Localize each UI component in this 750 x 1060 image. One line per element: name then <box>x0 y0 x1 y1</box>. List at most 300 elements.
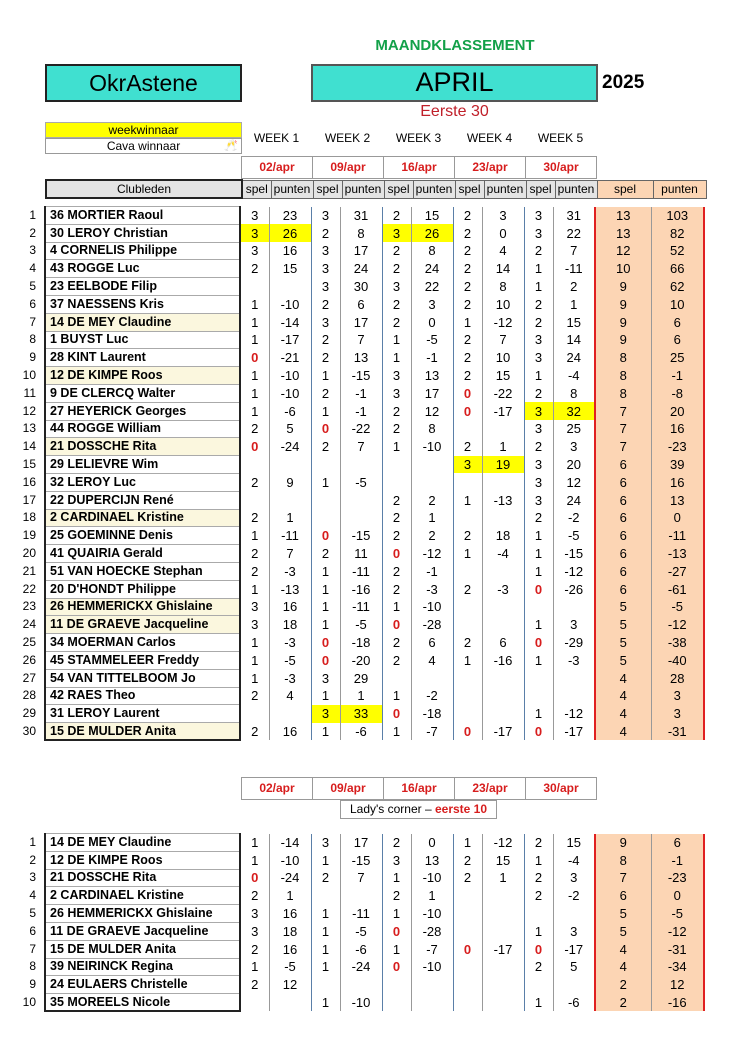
player-name: 12 DE KIMPE Roos <box>45 851 240 869</box>
week-spel: 2 <box>240 545 269 563</box>
week-spel: 1 <box>240 331 269 349</box>
week-punten <box>269 278 311 296</box>
total-spel: 8 <box>595 384 651 402</box>
week-labels <box>241 130 596 148</box>
header-punten: punten <box>271 180 313 198</box>
week-spel: 3 <box>311 278 340 296</box>
lady-corner-highlight: eerste 10 <box>434 802 488 816</box>
total-spel: 13 <box>595 207 651 225</box>
week-spel: 3 <box>524 473 553 491</box>
week-punten: 1 <box>269 887 311 905</box>
week-punten: -5 <box>340 473 382 491</box>
week-spel: 0 <box>453 402 482 420</box>
week-spel: 1 <box>524 260 553 278</box>
week-spel: 0 <box>382 616 411 634</box>
week-punten: 15 <box>269 260 311 278</box>
week-spel: 1 <box>453 545 482 563</box>
week-spel: 1 <box>311 958 340 976</box>
total-punten: -16 <box>651 994 704 1012</box>
rank-number: 3 <box>29 870 36 885</box>
legend-cava-winner <box>45 138 242 154</box>
week-punten: 30 <box>340 278 382 296</box>
week-spel <box>453 669 482 687</box>
week-spel <box>453 687 482 705</box>
total-punten: 3 <box>651 687 704 705</box>
week-spel: 1 <box>311 994 340 1012</box>
total-spel: 9 <box>595 295 651 313</box>
week-spel: 2 <box>382 295 411 313</box>
total-spel: 7 <box>595 869 651 887</box>
week-spel: 1 <box>524 545 553 563</box>
rank-number: 27 <box>22 670 36 685</box>
total-punten: 103 <box>651 207 704 225</box>
total-spel: 9 <box>595 331 651 349</box>
total-spel: 8 <box>595 851 651 869</box>
week-spel: 0 <box>382 922 411 940</box>
week-punten: -17 <box>269 331 311 349</box>
week-punten: 18 <box>269 922 311 940</box>
rank-number: 6 <box>29 296 36 311</box>
week-punten: 2 <box>553 278 595 296</box>
table-row <box>13 687 704 705</box>
table-row <box>13 976 704 994</box>
week-spel <box>453 905 482 923</box>
rank-number: 5 <box>29 906 36 921</box>
week-spel: 2 <box>524 509 553 527</box>
week-punten: -24 <box>269 438 311 456</box>
rank-number: 30 <box>22 724 36 738</box>
table-row <box>13 438 704 456</box>
total-spel: 6 <box>595 887 651 905</box>
player-name: 32 LEROY Luc <box>45 473 240 491</box>
week-spel: 0 <box>311 651 340 669</box>
total-spel: 7 <box>595 402 651 420</box>
total-spel: 5 <box>595 616 651 634</box>
week-spel: 2 <box>382 834 411 852</box>
week-spel <box>524 976 553 994</box>
week-punten: -13 <box>269 580 311 598</box>
week-spel: 3 <box>524 331 553 349</box>
table-row <box>13 456 704 474</box>
total-spel: 4 <box>595 669 651 687</box>
lady-corner-label: Lady's corner – <box>349 802 435 816</box>
week-spel: 3 <box>524 456 553 474</box>
week-punten: 22 <box>411 278 453 296</box>
week-punten: -16 <box>482 651 524 669</box>
total-punten: 82 <box>651 224 704 242</box>
week-spel: 0 <box>240 349 269 367</box>
header-spel: spel <box>242 180 271 198</box>
week-spel <box>311 491 340 509</box>
week-punten: 22 <box>553 224 595 242</box>
week-spel: 1 <box>311 562 340 580</box>
table-row <box>13 705 704 723</box>
week-spel: 3 <box>240 598 269 616</box>
total-spel: 4 <box>595 940 651 958</box>
week-punten <box>482 562 524 580</box>
week-punten: -1 <box>340 402 382 420</box>
week-spel: 1 <box>311 851 340 869</box>
week-punten: 3 <box>553 869 595 887</box>
week-punten: 16 <box>269 242 311 260</box>
week-punten: 1 <box>482 438 524 456</box>
week-spel: 2 <box>382 580 411 598</box>
week-punten: -17 <box>482 402 524 420</box>
week-spel: 2 <box>382 887 411 905</box>
player-name: 29 LELIEVRE Wim <box>45 456 240 474</box>
week-spel: 3 <box>382 851 411 869</box>
player-name: 44 ROGGE William <box>45 420 240 438</box>
week-punten: 1 <box>411 887 453 905</box>
week-spel: 1 <box>524 651 553 669</box>
week-punten <box>340 456 382 474</box>
week-spel <box>382 976 411 994</box>
date-cell: 16/apr <box>384 778 455 800</box>
week-spel: 1 <box>524 994 553 1012</box>
rank-number: 17 <box>22 492 36 507</box>
date-cell: 23/apr <box>455 157 526 179</box>
rank-number: 12 <box>22 403 36 418</box>
legend <box>45 122 242 154</box>
week-spel: 3 <box>524 349 553 367</box>
week-spel: 1 <box>240 313 269 331</box>
week-spel: 2 <box>382 527 411 545</box>
week-spel: 2 <box>382 420 411 438</box>
rank-number: 24 <box>22 617 36 632</box>
week-punten: 17 <box>340 313 382 331</box>
week-punten: 5 <box>269 420 311 438</box>
week-punten: 3 <box>553 438 595 456</box>
week-label: WEEK 3 <box>395 131 442 146</box>
week-punten: 4 <box>482 242 524 260</box>
week-punten: 15 <box>553 834 595 852</box>
week-punten: -11 <box>340 562 382 580</box>
week-punten: -10 <box>269 384 311 402</box>
table-row <box>13 598 704 616</box>
rank-number: 18 <box>22 510 36 525</box>
week-punten: -7 <box>411 723 453 741</box>
week-spel: 3 <box>382 224 411 242</box>
week-punten: -28 <box>411 922 453 940</box>
total-punten: 6 <box>651 834 704 852</box>
week-spel: 2 <box>240 687 269 705</box>
week-punten: -28 <box>411 616 453 634</box>
week-punten: -5 <box>553 527 595 545</box>
week-spel <box>311 509 340 527</box>
week-punten: 3 <box>553 922 595 940</box>
week-spel: 2 <box>382 491 411 509</box>
week-label: WEEK 2 <box>324 131 371 146</box>
week-spel: 2 <box>311 349 340 367</box>
player-name: 2 CARDINAEL Kristine <box>45 887 240 905</box>
week-punten: 16 <box>269 598 311 616</box>
week-spel: 1 <box>453 651 482 669</box>
total-spel: 6 <box>595 456 651 474</box>
week-punten: 24 <box>553 349 595 367</box>
week-punten: 3 <box>411 295 453 313</box>
week-punten <box>482 616 524 634</box>
week-punten <box>482 905 524 923</box>
week-punten: -5 <box>269 651 311 669</box>
week-punten: 18 <box>482 527 524 545</box>
week-punten: -11 <box>269 527 311 545</box>
total-punten: -11 <box>651 527 704 545</box>
week-spel: 3 <box>382 367 411 385</box>
date-cell: 30/apr <box>526 778 597 800</box>
header-spel: spel <box>455 180 484 198</box>
week-punten: 26 <box>269 224 311 242</box>
week-spel: 1 <box>382 869 411 887</box>
week-spel: 1 <box>382 331 411 349</box>
week-punten: 26 <box>411 224 453 242</box>
total-spel: 13 <box>595 224 651 242</box>
week-spel: 3 <box>240 905 269 923</box>
week-punten: -18 <box>411 705 453 723</box>
total-punten: 16 <box>651 473 704 491</box>
week-punten: 8 <box>340 224 382 242</box>
table-row <box>13 260 704 278</box>
week-punten <box>553 598 595 616</box>
week-punten: 0 <box>482 224 524 242</box>
week-spel <box>453 473 482 491</box>
week-spel: 1 <box>524 278 553 296</box>
week-spel: 0 <box>524 940 553 958</box>
week-spel: 2 <box>453 278 482 296</box>
week-punten <box>411 473 453 491</box>
week-punten: 6 <box>411 634 453 652</box>
total-punten: -1 <box>651 367 704 385</box>
total-punten: -5 <box>651 598 704 616</box>
total-spel: 6 <box>595 562 651 580</box>
lady-date-row <box>241 777 597 800</box>
table-row <box>13 527 704 545</box>
week-punten: 9 <box>269 473 311 491</box>
week-punten: -17 <box>482 723 524 741</box>
table-row <box>13 473 704 491</box>
week-punten: -6 <box>269 402 311 420</box>
week-punten: -2 <box>411 687 453 705</box>
table-row <box>13 922 704 940</box>
total-punten: 39 <box>651 456 704 474</box>
total-spel: 8 <box>595 349 651 367</box>
header-total-punten: punten <box>653 180 706 198</box>
week-spel: 2 <box>453 527 482 545</box>
total-punten: 16 <box>651 420 704 438</box>
total-punten: -13 <box>651 545 704 563</box>
date-cell: 02/apr <box>242 157 313 179</box>
week-punten: 12 <box>269 976 311 994</box>
week-spel: 1 <box>382 940 411 958</box>
week-spel: 3 <box>311 207 340 225</box>
week-punten: 3 <box>482 207 524 225</box>
week-punten: 14 <box>482 260 524 278</box>
week-spel: 2 <box>453 224 482 242</box>
player-name: 39 NEIRINCK Regina <box>45 958 240 976</box>
week-spel: 2 <box>240 940 269 958</box>
table-row <box>13 887 704 905</box>
week-punten: 8 <box>411 420 453 438</box>
week-spel: 2 <box>382 651 411 669</box>
week-spel: 2 <box>240 887 269 905</box>
total-punten: -31 <box>651 940 704 958</box>
week-punten: -10 <box>411 869 453 887</box>
week-punten: 33 <box>340 705 382 723</box>
week-spel: 1 <box>524 922 553 940</box>
week-punten: 7 <box>340 438 382 456</box>
week-punten: -13 <box>482 491 524 509</box>
week-punten: 17 <box>340 834 382 852</box>
week-punten: 15 <box>482 851 524 869</box>
week-punten <box>269 456 311 474</box>
total-spel: 6 <box>595 473 651 491</box>
date-cell: 02/apr <box>242 778 313 800</box>
total-spel: 4 <box>595 687 651 705</box>
week-spel <box>382 994 411 1012</box>
week-spel: 2 <box>524 887 553 905</box>
table-row <box>13 723 704 741</box>
week-spel: 3 <box>524 207 553 225</box>
week-spel: 1 <box>240 634 269 652</box>
week-spel <box>453 994 482 1012</box>
week-spel: 1 <box>524 527 553 545</box>
header-total-spel: spel <box>597 180 653 198</box>
player-name: 9 DE CLERCQ Walter <box>45 384 240 402</box>
week-spel: 2 <box>453 331 482 349</box>
week-punten: 10 <box>482 295 524 313</box>
player-name: 51 VAN HOECKE Stephan <box>45 562 240 580</box>
week-spel: 2 <box>382 634 411 652</box>
table-row <box>13 905 704 923</box>
week-punten: -17 <box>553 723 595 741</box>
total-punten: -38 <box>651 634 704 652</box>
player-name: 21 DOSSCHE Rita <box>45 869 240 887</box>
total-spel: 8 <box>595 367 651 385</box>
date-row <box>241 156 597 179</box>
week-punten: 7 <box>553 242 595 260</box>
week-spel: 1 <box>240 958 269 976</box>
week-spel: 0 <box>524 580 553 598</box>
week-spel: 3 <box>382 278 411 296</box>
week-spel: 1 <box>382 905 411 923</box>
week-spel <box>453 616 482 634</box>
week-spel: 3 <box>524 491 553 509</box>
date-cell: 23/apr <box>455 778 526 800</box>
week-spel <box>453 509 482 527</box>
total-spel: 6 <box>595 527 651 545</box>
week-spel: 1 <box>524 851 553 869</box>
week-punten: -3 <box>269 562 311 580</box>
header-spel: spel <box>526 180 555 198</box>
week-punten: 24 <box>553 491 595 509</box>
week-spel: 1 <box>240 580 269 598</box>
total-punten: 20 <box>651 402 704 420</box>
week-spel <box>240 456 269 474</box>
week-punten: -3 <box>482 580 524 598</box>
table-row <box>13 940 704 958</box>
week-punten <box>482 669 524 687</box>
week-punten <box>482 976 524 994</box>
week-spel: 0 <box>453 384 482 402</box>
week-spel: 1 <box>311 402 340 420</box>
week-spel: 0 <box>382 705 411 723</box>
week-punten: 12 <box>411 402 453 420</box>
week-spel <box>453 420 482 438</box>
player-name: 12 DE KIMPE Roos <box>45 367 240 385</box>
total-punten: 62 <box>651 278 704 296</box>
week-spel: 2 <box>453 634 482 652</box>
week-punten <box>411 976 453 994</box>
total-punten: -5 <box>651 905 704 923</box>
rank-number: 2 <box>29 225 36 240</box>
total-punten: 6 <box>651 313 704 331</box>
rank-number: 3 <box>29 243 36 258</box>
date-cell: 30/apr <box>526 157 597 179</box>
total-punten: -40 <box>651 651 704 669</box>
table-row <box>13 491 704 509</box>
total-spel: 7 <box>595 420 651 438</box>
week-punten <box>553 687 595 705</box>
week-punten: -5 <box>411 331 453 349</box>
player-name: 14 DE MEY Claudine <box>45 313 240 331</box>
week-punten: 1 <box>340 687 382 705</box>
week-punten: 1 <box>269 509 311 527</box>
table-row <box>13 384 704 402</box>
week-spel: 1 <box>240 651 269 669</box>
week-spel: 1 <box>311 687 340 705</box>
table-row <box>13 313 704 331</box>
week-spel: 1 <box>240 527 269 545</box>
total-spel: 4 <box>595 958 651 976</box>
player-name: 20 D'HONDT Philippe <box>45 580 240 598</box>
week-punten: -6 <box>553 994 595 1012</box>
rank-number: 16 <box>22 474 36 489</box>
week-punten <box>482 420 524 438</box>
week-spel: 1 <box>240 295 269 313</box>
week-spel: 1 <box>524 705 553 723</box>
week-punten <box>482 994 524 1012</box>
rank-number: 5 <box>29 279 36 294</box>
table-row <box>13 562 704 580</box>
week-spel: 2 <box>524 384 553 402</box>
week-spel: 2 <box>524 295 553 313</box>
total-spel: 12 <box>595 242 651 260</box>
player-name: 1 BUYST Luc <box>45 331 240 349</box>
total-spel: 2 <box>595 994 651 1012</box>
week-punten: 15 <box>553 313 595 331</box>
week-spel: 3 <box>311 313 340 331</box>
week-punten: 8 <box>553 384 595 402</box>
week-punten <box>553 669 595 687</box>
week-punten <box>269 491 311 509</box>
week-spel: 0 <box>382 545 411 563</box>
total-spel: 9 <box>595 278 651 296</box>
champagne-glass-icon: 🥂 <box>224 140 238 152</box>
week-spel: 3 <box>311 260 340 278</box>
week-punten: 29 <box>340 669 382 687</box>
week-punten <box>482 598 524 616</box>
week-spel: 2 <box>382 562 411 580</box>
total-punten: 28 <box>651 669 704 687</box>
player-name: 26 HEMMERICKX Ghislaine <box>45 598 240 616</box>
week-punten: -11 <box>340 598 382 616</box>
total-spel: 6 <box>595 580 651 598</box>
week-punten: 25 <box>553 420 595 438</box>
week-spel: 1 <box>311 940 340 958</box>
total-spel: 5 <box>595 634 651 652</box>
week-punten: -20 <box>340 651 382 669</box>
week-punten <box>411 669 453 687</box>
week-punten: -1 <box>411 349 453 367</box>
